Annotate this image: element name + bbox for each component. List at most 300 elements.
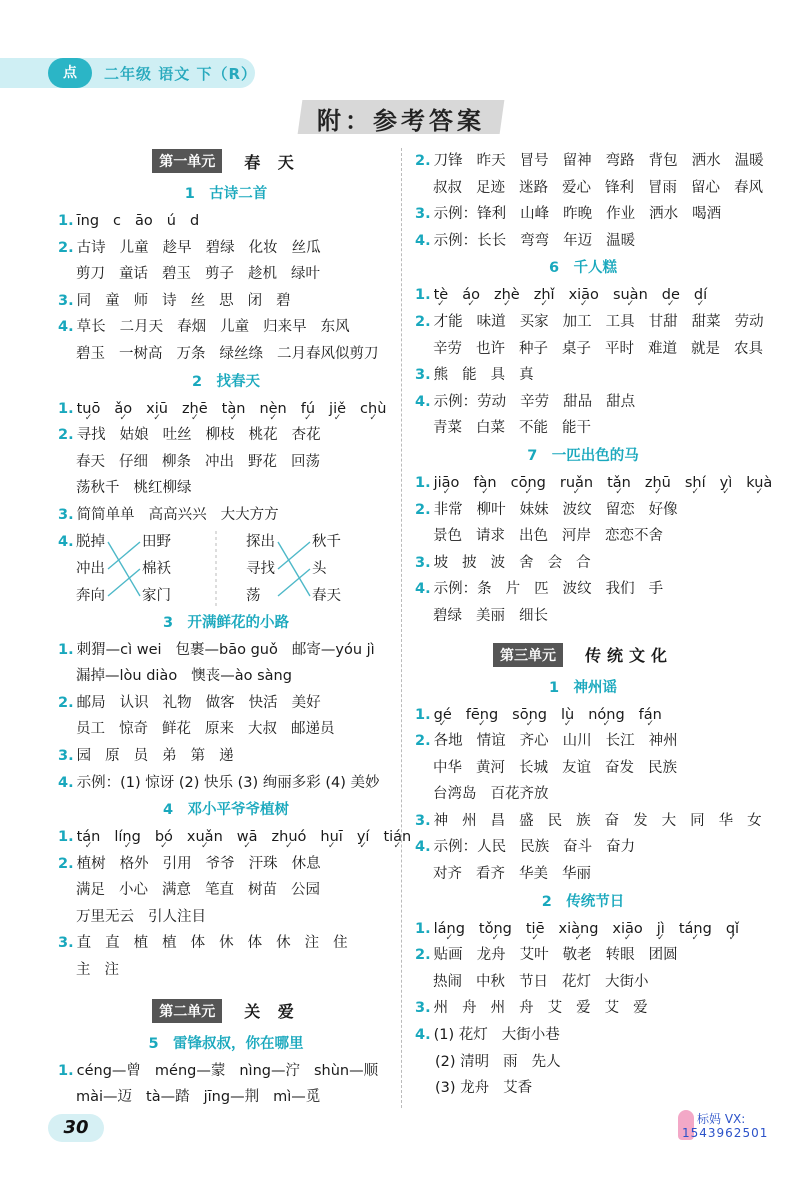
answer-item: 波 bbox=[490, 554, 506, 571]
question-number: 3. bbox=[58, 292, 74, 309]
answer-line bbox=[58, 743, 394, 770]
answer-item: 中华 bbox=[433, 759, 462, 776]
answer-item: 递 bbox=[219, 747, 234, 764]
answer-line bbox=[415, 201, 751, 228]
answer-item: 原 bbox=[105, 747, 120, 764]
answer-item: huī ✓ bbox=[320, 829, 342, 845]
question-number: 3. bbox=[415, 1000, 431, 1017]
answer-line bbox=[415, 470, 773, 497]
answer-item: 背包 bbox=[648, 153, 678, 169]
answer-item: 发 bbox=[633, 812, 648, 829]
answer-line bbox=[58, 1084, 394, 1111]
answer-item: 华 bbox=[718, 812, 734, 829]
answer-item: 剪子 bbox=[205, 266, 234, 283]
answer-item: 节日 bbox=[519, 973, 548, 990]
match-lines bbox=[58, 529, 358, 609]
answer-item: 族 bbox=[576, 812, 591, 829]
answer-item: 合 bbox=[576, 554, 591, 571]
answer-line bbox=[58, 637, 394, 664]
answer-item: 趁早 bbox=[162, 239, 192, 256]
answer-item: 杏花 bbox=[291, 427, 321, 444]
answer-item: 示例：(1) 惊讶 (2) 快乐 (3) 绚丽多彩 (4) 美妙 bbox=[76, 774, 380, 791]
answer-item: 包裹—bāo guǒ bbox=[175, 641, 278, 658]
answer-item: 爱 bbox=[576, 1000, 591, 1017]
answer-item: 长江 bbox=[605, 733, 635, 750]
answer-item: 诗 bbox=[162, 292, 177, 309]
answer-item: 花灯 bbox=[562, 973, 591, 990]
answer-item: jì ✓ bbox=[657, 921, 665, 937]
answer-item: 碧绿 bbox=[433, 607, 462, 624]
answer-item: 东风 bbox=[320, 319, 350, 336]
question-number: 2. bbox=[415, 501, 431, 518]
answer-item: āo bbox=[135, 213, 153, 229]
answer-item: tiē ✓ bbox=[526, 921, 545, 937]
answer-item: 艾 bbox=[547, 1000, 563, 1017]
answer-item: (1) 花灯 bbox=[433, 1027, 488, 1044]
question-number: 2. bbox=[58, 427, 74, 444]
answer-item: 奋发 bbox=[605, 759, 634, 776]
answer-item: 奋力 bbox=[606, 839, 636, 856]
answer-item: 也许 bbox=[476, 340, 505, 357]
watermark-id: 1543962501 bbox=[682, 1126, 769, 1140]
answer-item: 童话 bbox=[119, 266, 148, 283]
question-number: 3. bbox=[415, 554, 431, 571]
question-number: 1. bbox=[415, 287, 431, 304]
question-number: 3. bbox=[58, 506, 74, 523]
answer-item: 大街小 bbox=[605, 973, 649, 990]
answer-item: 青菜 bbox=[433, 420, 462, 437]
answer-item: 民族 bbox=[520, 839, 550, 856]
answer-item: 波纹 bbox=[562, 501, 592, 518]
answer-item: īng bbox=[76, 213, 100, 229]
unit-tag: 第二单元 bbox=[152, 999, 222, 1023]
answer-item: 同 bbox=[76, 292, 92, 309]
answer-item: 桌子 bbox=[562, 340, 591, 357]
answer-item: 盛 bbox=[519, 812, 534, 829]
answer-line bbox=[415, 755, 751, 782]
answer-item: gé ✓ bbox=[434, 707, 452, 723]
answer-item: ruǎn ✓ bbox=[560, 475, 593, 491]
answer-item: 大街小巷 bbox=[501, 1027, 560, 1044]
question-number: 4. bbox=[415, 1027, 431, 1044]
answer-item: 冲出 bbox=[205, 453, 234, 470]
answer-item: 先人 bbox=[531, 1053, 561, 1070]
answer-line bbox=[415, 282, 751, 309]
answer-item: 汗珠 bbox=[248, 855, 278, 872]
answer-item: 辛劳 bbox=[520, 393, 550, 410]
answer-item: 示例：劳动 bbox=[433, 393, 507, 410]
unit-heading bbox=[58, 998, 394, 1024]
answer-line bbox=[58, 208, 394, 235]
question-number: 3. bbox=[58, 935, 74, 952]
answer-item: 碧玉 bbox=[162, 266, 191, 283]
answer-item: 工具 bbox=[605, 313, 635, 330]
question-number: 2. bbox=[415, 313, 431, 330]
brand-logo: 点 bbox=[48, 58, 92, 88]
answer-item: 柳条 bbox=[162, 453, 191, 470]
answer-item: zhē ✓ bbox=[182, 401, 208, 417]
lesson-title: 2 传统节日 bbox=[541, 893, 625, 910]
answer-item: 昨天 bbox=[476, 153, 506, 169]
answer-item: 碧玉 bbox=[76, 345, 105, 362]
answer-item: 野花 bbox=[248, 453, 277, 470]
answer-item: 闭 bbox=[247, 292, 263, 309]
answer-line bbox=[415, 389, 751, 416]
answer-line bbox=[415, 148, 764, 175]
answer-item: 情谊 bbox=[476, 733, 506, 750]
answer-item: 美好 bbox=[291, 694, 321, 711]
right-column bbox=[415, 148, 773, 1102]
answer-item: mài—迈 bbox=[76, 1089, 133, 1106]
answer-item: 温暖 bbox=[734, 153, 764, 169]
answer-item: 万里无云 bbox=[76, 908, 134, 925]
answer-line bbox=[415, 702, 751, 729]
answer-item: 员工 bbox=[76, 721, 105, 738]
answer-item: 春风 bbox=[734, 179, 763, 196]
question-number: 1. bbox=[58, 641, 74, 658]
answer-line bbox=[415, 808, 762, 835]
match-word: 探出 bbox=[246, 533, 275, 550]
answer-item: 白菜 bbox=[476, 420, 505, 437]
answer-item: zhuó ✓ bbox=[272, 829, 307, 845]
answer-item: 友谊 bbox=[562, 759, 591, 776]
answer-line bbox=[58, 314, 394, 341]
answer-item: 原来 bbox=[205, 721, 234, 738]
answer-line bbox=[415, 995, 751, 1022]
answer-item: 作业 bbox=[606, 206, 636, 223]
answer-item: 不能 bbox=[519, 420, 548, 437]
question-number: 3. bbox=[415, 206, 431, 223]
answer-item: 片 bbox=[505, 581, 521, 598]
answer-item: 恋恋不舍 bbox=[605, 528, 663, 545]
question-number: 3. bbox=[415, 367, 431, 384]
answer-line bbox=[415, 576, 751, 603]
answer-line bbox=[58, 288, 394, 315]
answer-item: bó ✓ bbox=[155, 829, 173, 845]
answer-item: 二月天 bbox=[119, 319, 164, 336]
match-word: 秋千 bbox=[312, 533, 341, 550]
answer-item: 引人注目 bbox=[148, 908, 206, 925]
answer-item: xuǎn ✓ bbox=[187, 829, 223, 845]
unit-name: 关 爱 bbox=[244, 1002, 300, 1022]
answer-item: 春天 bbox=[76, 453, 105, 470]
answer-item: 万条 bbox=[176, 345, 206, 362]
answer-item: 体 bbox=[247, 935, 263, 952]
answer-item: tè ✓ bbox=[434, 287, 449, 303]
match-word: 脱掉 bbox=[76, 533, 105, 550]
lesson-title: 4 邓小平爷爷植树 bbox=[162, 802, 290, 819]
answer-line bbox=[58, 449, 394, 476]
answer-item: 示例：人民 bbox=[433, 839, 507, 856]
question-number: 1. bbox=[58, 829, 74, 846]
answer-item: 注 bbox=[104, 962, 119, 979]
question-number: 2. bbox=[58, 239, 74, 256]
question-number: 3. bbox=[415, 812, 431, 829]
answer-item: 仔细 bbox=[119, 453, 148, 470]
answer-item: 园 bbox=[76, 747, 92, 764]
answer-item: 大叔 bbox=[248, 721, 277, 738]
lesson-title: 1 神州谣 bbox=[548, 679, 618, 696]
answer-item: 柳叶 bbox=[476, 501, 506, 518]
answer-item: 披 bbox=[462, 554, 477, 571]
answer-item: 邮寄—yóu jì bbox=[291, 641, 375, 658]
answer-item: 美丽 bbox=[476, 607, 505, 624]
match-word: 寻找 bbox=[246, 560, 275, 577]
answer-item: 留恋 bbox=[605, 501, 635, 518]
match-word: 田野 bbox=[142, 533, 171, 550]
answer-item: 邮递员 bbox=[291, 721, 335, 738]
answer-item: 难道 bbox=[648, 340, 677, 357]
answer-item: 贴画 bbox=[433, 947, 463, 964]
match-word: 春天 bbox=[312, 587, 341, 604]
answer-item: 邮局 bbox=[76, 694, 106, 711]
lesson-title: 2 找春天 bbox=[191, 373, 261, 390]
answer-line bbox=[58, 904, 394, 931]
answer-item: 童 bbox=[105, 292, 120, 309]
lesson-title: 5 雷锋叔叔，你在哪里 bbox=[148, 1035, 304, 1052]
answer-item: 思 bbox=[219, 292, 234, 309]
match-word: 棉袄 bbox=[142, 560, 171, 577]
answer-line bbox=[415, 834, 751, 861]
answer-item: 示例：条 bbox=[433, 581, 492, 598]
answer-item: 植树 bbox=[76, 855, 106, 872]
question-number: 3. bbox=[58, 747, 74, 764]
answer-item: jiāo ✓ bbox=[434, 475, 460, 491]
answer-item: (3) 龙舟 bbox=[435, 1080, 490, 1097]
answer-item: 妹妹 bbox=[519, 501, 549, 518]
column-divider bbox=[401, 148, 402, 1108]
answer-item: 植 bbox=[133, 935, 149, 952]
answer-line bbox=[58, 502, 394, 529]
answer-item: kuà ✓ bbox=[746, 475, 772, 491]
answer-item: táng ✓ bbox=[679, 921, 712, 937]
answer-item: 笔直 bbox=[205, 882, 234, 899]
question-number: 1. bbox=[415, 474, 431, 491]
answer-item: 植 bbox=[162, 935, 177, 952]
answer-item: 艾叶 bbox=[519, 947, 549, 964]
answer-item: 坡 bbox=[433, 554, 449, 571]
answer-item: 买家 bbox=[519, 313, 549, 330]
answer-item: 示例：长长 bbox=[433, 232, 507, 249]
answer-item: 黄河 bbox=[476, 759, 505, 776]
answer-item: 民族 bbox=[648, 759, 677, 776]
answer-item: 中秋 bbox=[476, 973, 505, 990]
answer-line bbox=[415, 1075, 751, 1102]
answer-item: 农具 bbox=[734, 340, 763, 357]
answer-item: 爱 bbox=[633, 1000, 648, 1017]
answer-item: 冒雨 bbox=[648, 179, 677, 196]
answer-line bbox=[415, 969, 751, 996]
left-column bbox=[58, 148, 412, 1111]
lesson-title: 6 千人糕 bbox=[548, 260, 618, 277]
watermark-text: 标妈 VX: bbox=[697, 1112, 746, 1126]
answer-item: 留心 bbox=[691, 179, 720, 196]
answer-line bbox=[415, 1049, 751, 1076]
answer-item: 女 bbox=[747, 812, 762, 829]
answer-line bbox=[58, 261, 394, 288]
answer-item: shí ✓ bbox=[685, 475, 706, 491]
answer-line bbox=[415, 497, 751, 524]
answer-item: 台湾岛 bbox=[433, 786, 477, 803]
question-number: 2. bbox=[415, 947, 431, 964]
answer-item: cōng ✓ bbox=[511, 475, 546, 491]
answer-item: 奋斗 bbox=[563, 839, 593, 856]
answer-item: 河岸 bbox=[562, 528, 591, 545]
answer-line bbox=[415, 550, 751, 577]
answer-item: 丝 bbox=[190, 292, 206, 309]
answer-item: 熊 bbox=[433, 367, 449, 384]
answer-line bbox=[415, 942, 751, 969]
answer-item: 甜菜 bbox=[691, 313, 721, 330]
unit-heading bbox=[415, 642, 751, 668]
answer-item: tà—踏 bbox=[146, 1089, 190, 1106]
answer-item: 华丽 bbox=[562, 866, 591, 883]
answer-item: 匹 bbox=[534, 581, 549, 598]
answer-item: 桃花 bbox=[248, 427, 278, 444]
match-word: 头 bbox=[312, 560, 327, 577]
answer-item: méng—蒙 bbox=[154, 1062, 226, 1079]
answer-line bbox=[58, 341, 394, 368]
answer-item: tàn ✓ bbox=[222, 401, 246, 417]
answer-item: 甜点 bbox=[606, 393, 636, 410]
answer-item: zhū ✓ bbox=[645, 475, 671, 491]
answer-item: 住 bbox=[333, 935, 348, 952]
answer-item: 会 bbox=[547, 554, 563, 571]
answer-item: fán ✓ bbox=[639, 707, 662, 723]
match-word: 冲出 bbox=[76, 560, 105, 577]
answer-item: 春烟 bbox=[177, 319, 207, 336]
answer-item: 龙舟 bbox=[476, 947, 506, 964]
answer-item: 舍 bbox=[519, 554, 534, 571]
answer-item: 平时 bbox=[605, 340, 634, 357]
answer-line bbox=[58, 422, 394, 449]
answer-item: mì—觅 bbox=[273, 1089, 321, 1106]
answer-item: tián ✓ bbox=[383, 829, 411, 845]
answer-item: 树苗 bbox=[248, 882, 277, 899]
answer-item: suàn ✓ bbox=[613, 287, 648, 303]
answer-item: 舟 bbox=[462, 1000, 477, 1017]
answer-item: 迷路 bbox=[519, 179, 548, 196]
answer-item: 绿叶 bbox=[291, 266, 320, 283]
answer-item: 一树高 bbox=[119, 345, 163, 362]
answer-item: nèn ✓ bbox=[259, 401, 286, 417]
question-number: 1. bbox=[58, 1062, 74, 1079]
unit-heading bbox=[58, 148, 394, 174]
answer-line bbox=[415, 228, 751, 255]
answer-item: d bbox=[190, 213, 200, 229]
answer-item: 神 bbox=[433, 812, 449, 829]
answer-item: 细长 bbox=[519, 607, 548, 624]
answer-item: 各地 bbox=[433, 733, 463, 750]
answer-item: 洒水 bbox=[649, 206, 679, 223]
answer-item: 二月春风似剪刀 bbox=[277, 345, 379, 362]
answer-item: 草长 bbox=[76, 319, 106, 336]
answer-item: 手 bbox=[648, 581, 664, 598]
question-number: 4. bbox=[415, 581, 431, 598]
answer-item: 州 bbox=[462, 812, 477, 829]
question-number: 4. bbox=[58, 319, 74, 336]
answer-item: shùn—顺 bbox=[313, 1062, 379, 1079]
answer-line bbox=[58, 690, 394, 717]
answer-item: nóng ✓ bbox=[588, 707, 624, 723]
question-number: 2. bbox=[415, 153, 431, 169]
answer-line bbox=[415, 1022, 751, 1049]
answer-item: 好像 bbox=[648, 501, 678, 518]
answer-item: 小心 bbox=[119, 882, 148, 899]
answer-item: wā ✓ bbox=[237, 829, 258, 845]
answer-item: 年迈 bbox=[563, 232, 593, 249]
answer-item: zhè ✓ bbox=[494, 287, 520, 303]
answer-item: 具 bbox=[490, 367, 506, 384]
question-number: 2. bbox=[58, 694, 74, 711]
answer-item: 趁机 bbox=[248, 266, 277, 283]
answer-item: 温暖 bbox=[606, 232, 636, 249]
answer-item: 弟 bbox=[162, 747, 177, 764]
answer-item: 奋 bbox=[604, 812, 620, 829]
answer-item: 真 bbox=[519, 367, 534, 384]
answer-item: jiě ✓ bbox=[329, 401, 346, 417]
answer-item: xiāo ✓ bbox=[569, 287, 599, 303]
answer-item: 同 bbox=[690, 812, 705, 829]
answer-item: tán ✓ bbox=[77, 829, 101, 845]
answer-item: 古诗 bbox=[76, 239, 106, 256]
question-number: 4. bbox=[415, 393, 431, 410]
answer-item: 加工 bbox=[562, 313, 592, 330]
answer-item: céng—曾 bbox=[76, 1062, 141, 1079]
answer-item: 能 bbox=[462, 367, 477, 384]
answer-item: xiàng ✓ bbox=[559, 921, 599, 937]
answer-item: 华美 bbox=[519, 866, 548, 883]
answer-item: fú ✓ bbox=[301, 401, 315, 417]
answer-item: yí ✓ bbox=[357, 829, 370, 845]
answer-item: chù ✓ bbox=[360, 401, 386, 417]
answer-item: 柳枝 bbox=[205, 427, 235, 444]
answer-item: 齐心 bbox=[519, 733, 549, 750]
answer-item: 我们 bbox=[605, 581, 635, 598]
answer-item: 员 bbox=[133, 747, 149, 764]
answer-item: 格外 bbox=[119, 855, 149, 872]
question-number: 1. bbox=[415, 920, 431, 937]
answer-line bbox=[58, 396, 394, 423]
answer-line bbox=[58, 475, 394, 502]
answer-item: 归来早 bbox=[263, 319, 307, 336]
answer-item: 州 bbox=[490, 1000, 506, 1017]
answer-line bbox=[58, 957, 394, 984]
answer-line bbox=[415, 603, 751, 630]
answer-item: 碧绿 bbox=[205, 239, 235, 256]
answer-item: 民 bbox=[547, 812, 563, 829]
answer-item: 能干 bbox=[562, 420, 591, 437]
answer-item: 主 bbox=[76, 962, 91, 979]
answer-line bbox=[58, 930, 394, 957]
match-word: 家门 bbox=[142, 587, 171, 604]
answer-item: 鲜花 bbox=[162, 721, 191, 738]
answer-line bbox=[415, 523, 751, 550]
answer-item: 礼物 bbox=[162, 694, 192, 711]
answer-item: 休 bbox=[276, 935, 291, 952]
answer-item: 做客 bbox=[205, 694, 235, 711]
answer-item: 认识 bbox=[119, 694, 149, 711]
answer-item: líng ✓ bbox=[114, 829, 140, 845]
answer-line bbox=[415, 916, 751, 943]
answer-item: 剪刀 bbox=[76, 266, 105, 283]
answer-line bbox=[58, 716, 394, 743]
answer-item: 劳动 bbox=[734, 313, 764, 330]
answer-item: 快活 bbox=[248, 694, 278, 711]
answer-item: 冒号 bbox=[519, 153, 549, 169]
answer-item: 艾 bbox=[604, 1000, 620, 1017]
answer-line bbox=[415, 175, 763, 202]
